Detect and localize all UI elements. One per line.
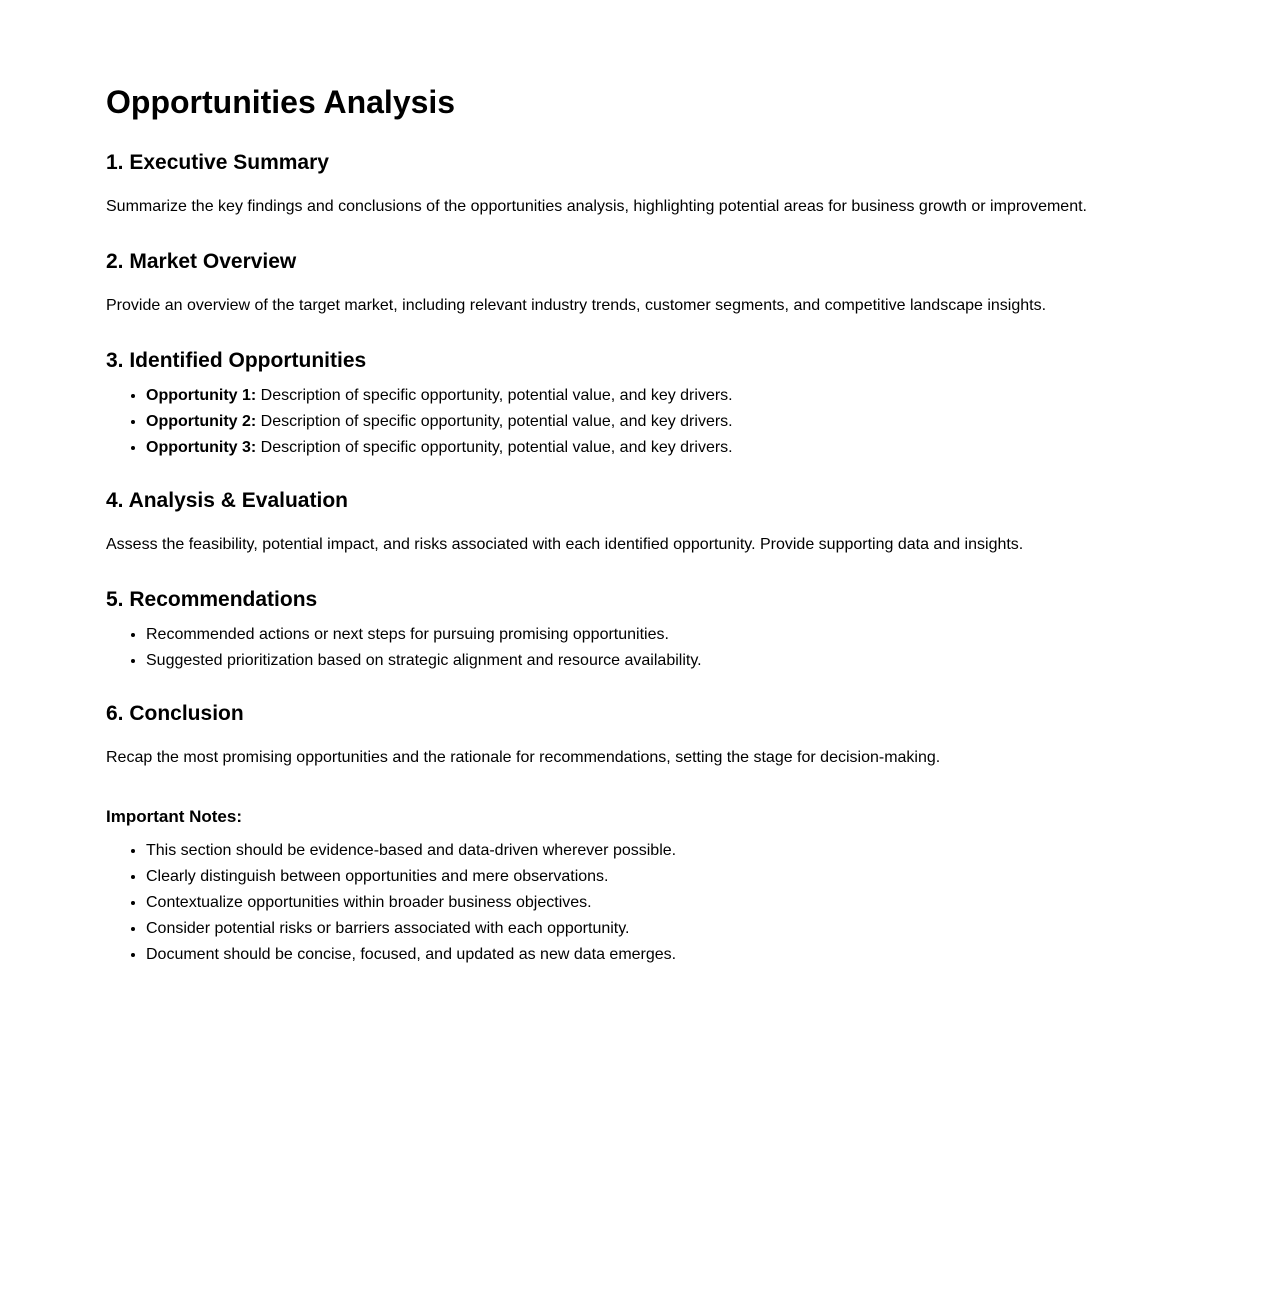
list-item: • Consider potential risks or barriers associated with each opportunity. xyxy=(146,919,1120,939)
list-item: • Recommended actions or next steps for pursuing promising opportunities. xyxy=(146,625,1120,645)
section-heading: 5. Recommendations xyxy=(106,588,318,611)
section-heading: 1. Executive Summary xyxy=(106,151,329,174)
important-notes xyxy=(106,806,1120,965)
notes-list xyxy=(106,841,1120,965)
section-market-overview xyxy=(106,249,1120,316)
list-item xyxy=(146,412,1120,432)
section-conclusion xyxy=(106,701,1120,768)
opportunity-list xyxy=(106,386,1120,458)
list-item xyxy=(146,386,1120,406)
section-recommendations xyxy=(106,587,1120,671)
section-heading: 2. Market Overview xyxy=(106,250,297,273)
section-identified-opportunities xyxy=(106,348,1120,458)
list-item: • Contextualize opportunities within broader business objectives. xyxy=(146,893,1120,913)
page-title: Opportunities Analysis xyxy=(106,84,456,120)
list-item xyxy=(146,438,1120,458)
list-item: • Clearly distinguish between opportunities and mere observations. xyxy=(146,867,1120,887)
opportunity-label: Opportunity 1: xyxy=(146,387,257,404)
section-heading: 4. Analysis & Evaluation xyxy=(106,489,348,512)
list-item: • Suggested prioritization based on strategic alignment and resource availability. xyxy=(146,651,1120,671)
opportunity-text: Description of specific opportunity, potential value, and key drivers. xyxy=(256,387,733,404)
section-heading: 3. Identified Opportunities xyxy=(106,349,367,372)
opportunity-text: Description of specific opportunity, potential value, and key drivers. xyxy=(256,439,733,456)
recommendation-list xyxy=(106,625,1120,671)
list-item: • This section should be evidence-based and data-driven wherever possible. xyxy=(146,841,1120,861)
opportunity-label: Opportunity 2: xyxy=(146,413,257,430)
section-analysis-evaluation xyxy=(106,488,1120,555)
section-body: Provide an overview of the target market, including relevant industry trends, customer segments, and competitive landscape insights. xyxy=(106,297,1047,314)
section-body: Assess the feasibility, potential impact, and risks associated with each identified opportunity. Provide supporting data and insights. xyxy=(106,536,1024,553)
opportunity-text: Description of specific opportunity, potential value, and key drivers. xyxy=(256,413,733,430)
section-body: Recap the most promising opportunities and the rationale for recommendations, setting the stage for decision-making. xyxy=(106,749,941,766)
section-heading: 6. Conclusion xyxy=(106,702,244,725)
section-body: Summarize the key findings and conclusions of the opportunities analysis, highlighting potential areas for business growth or improvement. xyxy=(106,198,1087,215)
notes-heading: Important Notes: xyxy=(106,807,242,826)
section-executive-summary xyxy=(106,150,1120,217)
list-item: • Document should be concise, focused, and updated as new data emerges. xyxy=(146,945,1120,965)
opportunity-label: Opportunity 3: xyxy=(146,439,257,456)
